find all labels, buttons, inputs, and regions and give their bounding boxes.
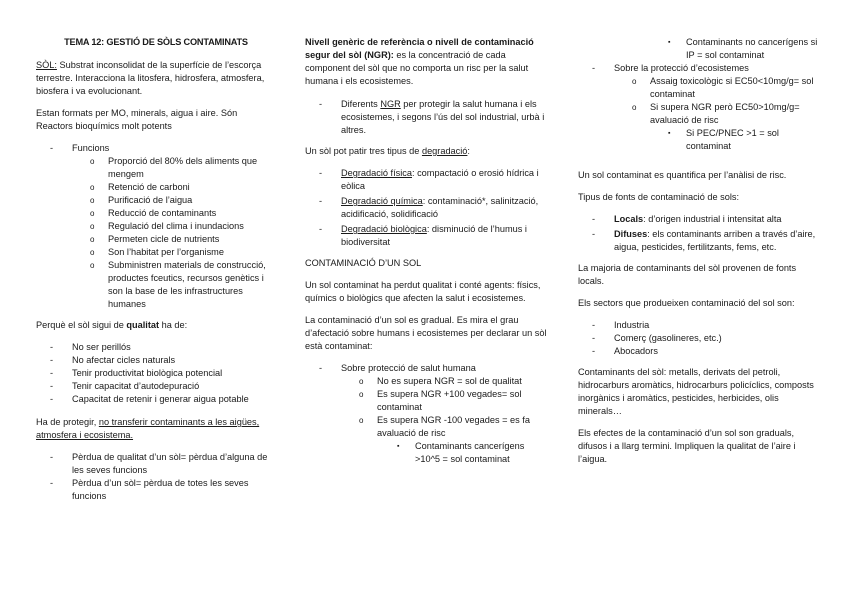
dash-marker: - xyxy=(319,168,323,178)
list-item xyxy=(36,155,276,181)
protegir-pre: Ha de protegir, xyxy=(36,417,99,427)
formats-paragraph: Estan formats per MO, minerals, aigua i aire. Són Reactors bioquímics molt potents xyxy=(36,108,238,131)
circle-marker: o xyxy=(90,261,95,270)
eco-label: Sobre la protecció d’ecosistemes xyxy=(614,63,749,73)
efectes-paragraph: Els efectes de la contaminació d’un sol son graduals, difusos i a llarg termini. Impliquen la qualitat de l’aire i l’aigua. xyxy=(578,428,796,464)
list-item xyxy=(36,354,276,367)
gradual-paragraph: La contaminació d’un sol es gradual. Es mira el grau d’afectació sobre humans i ecosistemes per declarar un sòl està contaminat: xyxy=(305,315,547,351)
column-3 xyxy=(578,36,818,475)
dash-marker: - xyxy=(50,478,54,488)
fonts-list xyxy=(578,213,818,254)
no-cancerigens-item: Contaminants no cancerígens si IP = sol contaminat xyxy=(686,37,818,60)
diferents-post: per protegir la salut humana i els ecosistemes, i segons l’ús del sol industrial, urbà i altres. xyxy=(341,99,545,135)
column-2 xyxy=(305,36,550,474)
list-item xyxy=(36,451,276,477)
pec-item: Si PEC/PNEC >1 = sol contaminat xyxy=(686,128,779,151)
list-item xyxy=(578,332,818,345)
list-item xyxy=(36,207,276,220)
salut-list xyxy=(305,362,550,466)
list-item xyxy=(578,228,818,254)
qualitat-paragraph xyxy=(36,319,276,332)
circle-marker: o xyxy=(90,248,95,257)
list-item xyxy=(36,246,276,259)
circle-marker: o xyxy=(90,196,95,205)
sector-item: Industria xyxy=(614,320,650,330)
square-marker: ▪ xyxy=(668,130,671,137)
degradacio-list xyxy=(305,167,550,249)
qualitat-item: No afectar cicles naturals xyxy=(72,355,176,365)
qualitat-item: Capacitat de retenir i generar aigua potable xyxy=(72,394,249,404)
list-item xyxy=(578,213,818,226)
list-item xyxy=(36,142,276,155)
eco-item: Si supera NGR però EC50>10mg/g= avaluació de risc xyxy=(650,102,800,125)
funcions-list xyxy=(36,142,276,311)
diferents-pre: Diferents xyxy=(341,99,381,109)
list-item xyxy=(36,341,276,354)
qualitat-item: Tenir productivitat biològica potencial xyxy=(72,368,223,378)
list-item xyxy=(578,62,818,75)
degradacio-text: : disminució de l’humus i biodiversitat xyxy=(341,224,527,247)
dash-marker: - xyxy=(319,224,323,234)
degradacio-intro xyxy=(305,145,550,158)
list-item xyxy=(305,167,550,193)
qualitat-item: No ser perillós xyxy=(72,342,131,352)
tipus-fonts-paragraph: Tipus de fonts de contaminació de sols: xyxy=(578,192,740,202)
list-item xyxy=(578,101,818,127)
list-item xyxy=(578,127,818,153)
list-item xyxy=(578,345,818,358)
column-1 xyxy=(36,36,276,511)
quantifica-paragraph: Un sol contaminat es quantifica per l’anàlisi de risc. xyxy=(578,170,787,180)
square-marker: ▪ xyxy=(668,39,671,46)
funcio-text: Purificació de l’aigua xyxy=(108,195,193,205)
dash-marker: - xyxy=(50,143,54,153)
list-item xyxy=(578,75,818,101)
perdues-list xyxy=(36,451,276,503)
contaminants-paragraph: Contaminants del sòl: metalls, derivats del petroli, hidrocarburs aromàtics, hidrocarburs policíclics, composts inorgànics i aromàtics, pesticides, herbicides, olis minerals… xyxy=(578,367,814,416)
funcio-text: Retenció de carboni xyxy=(108,182,190,192)
funcio-text: Regulació del clima i inundacions xyxy=(108,221,244,231)
salut-item: No es supera NGR = sol de qualitat xyxy=(377,376,522,386)
list-item xyxy=(305,440,550,466)
circle-marker: o xyxy=(359,390,364,399)
funcio-text: Subministren materials de construcció, productes fceutics, recursos genètics i son la base de les infrastructures humanes xyxy=(108,260,266,309)
dash-marker: - xyxy=(592,229,596,239)
dash-marker: - xyxy=(50,452,54,462)
protegir-paragraph xyxy=(36,416,276,442)
section-heading: CONTAMINACIÓ D’UN SOL xyxy=(305,258,422,268)
list-item xyxy=(36,367,276,380)
list-item xyxy=(36,220,276,233)
list-item xyxy=(305,375,550,388)
list-item xyxy=(36,259,276,311)
dash-marker: - xyxy=(592,346,596,356)
circle-marker: o xyxy=(632,103,637,112)
funcio-text: Proporció del 80% dels aliments que mengem xyxy=(108,156,258,179)
circle-marker: o xyxy=(359,377,364,386)
ngr-definition xyxy=(305,36,550,88)
document-title: TEMA 12: GESTIÓ DE SÒLS CONTAMINATS xyxy=(64,37,248,47)
qualitat-item: Tenir capacitat d’autodepuració xyxy=(72,381,200,391)
list-item xyxy=(305,388,550,414)
protegir-underlined: no transferir contaminants a les aigües, atmosfera i ecosistema. xyxy=(36,417,260,440)
font-text: : d’origen industrial i intensitat alta xyxy=(643,214,782,224)
perdua-item: Pèrdua d’un sòl= pèrdua de totes les seves funcions xyxy=(72,478,249,501)
sol-term: SÒL: xyxy=(36,60,57,70)
degradacio-text: : contaminació*, salinització, acidificació, solidificació xyxy=(341,196,539,219)
funcio-text: Permeten cicle de nutrients xyxy=(108,234,220,244)
circle-marker: o xyxy=(90,222,95,231)
dash-marker: - xyxy=(592,214,596,224)
sector-item: Abocadors xyxy=(614,346,658,356)
funcions-label: Funcions xyxy=(72,143,110,153)
salut-item: Es supera NGR +100 vegades= sol contaminat xyxy=(377,389,522,412)
circle-marker: o xyxy=(90,209,95,218)
dash-marker: - xyxy=(592,320,596,330)
continuation-list xyxy=(578,36,818,153)
list-item xyxy=(36,181,276,194)
sol-definition xyxy=(36,59,276,98)
cancerigens-item: Contaminants cancerígens >10^5 = sol contaminat xyxy=(415,441,525,464)
list-item xyxy=(305,414,550,440)
degradacio-term: Degradació biològica xyxy=(341,224,427,234)
dash-marker: - xyxy=(50,368,54,378)
degradacio-post: : xyxy=(467,146,470,156)
list-item xyxy=(36,194,276,207)
diferents-ngr: NGR xyxy=(380,99,401,109)
sol-def-text: Substrat inconsolidat de la superfície de l’escorça terrestre. Interacciona la litosfera, hidrosfera, atmosfera, biosfera i va evolucionant. xyxy=(36,60,265,96)
font-term: Difuses xyxy=(614,229,648,239)
eco-item: Assaig toxicològic si EC50<10mg/g= sol contaminat xyxy=(650,76,814,99)
funcio-text: Reducció de contaminants xyxy=(108,208,217,218)
circle-marker: o xyxy=(632,77,637,86)
qualitat-list xyxy=(36,341,276,406)
list-item xyxy=(305,223,550,249)
list-item xyxy=(578,319,818,332)
list-item xyxy=(36,380,276,393)
qualitat-post: ha de: xyxy=(159,320,188,330)
circle-marker: o xyxy=(90,235,95,244)
salut-item: Es supera NGR -100 vegades = es fa avaluació de risc xyxy=(377,415,530,438)
list-item xyxy=(305,362,550,375)
ngr-text: es la concentració de cada component del sòl que no comporta un risc per la salut humana i els ecosistemes. xyxy=(305,50,529,86)
square-marker: ▪ xyxy=(397,443,400,450)
dash-marker: - xyxy=(50,381,54,391)
font-term: Locals xyxy=(614,214,644,224)
circle-marker: o xyxy=(90,157,95,166)
dash-marker: - xyxy=(319,196,323,206)
degradacio-word: degradació xyxy=(421,146,468,156)
degradacio-text: : compactació o erosió hídrica i eòlica xyxy=(341,168,539,191)
list-item xyxy=(36,233,276,246)
contaminat-definition: Un sol contaminat ha perdut qualitat i conté agents: físics, químics o biològics que afecten la salut i ecosistemes. xyxy=(305,280,541,303)
font-text: : els contaminants arriben a través d’aire, aigua, pesticides, fertilitzants, fems, etc. xyxy=(614,229,816,252)
diferents-list xyxy=(305,98,550,137)
dash-marker: - xyxy=(319,99,323,109)
list-item xyxy=(305,195,550,221)
sectors-paragraph: Els sectors que produeixen contaminació del sol son: xyxy=(578,298,795,308)
degradacio-term: Degradació química xyxy=(341,196,423,206)
sectors-list xyxy=(578,319,818,358)
qualitat-word: qualitat xyxy=(126,320,160,330)
circle-marker: o xyxy=(359,416,364,425)
qualitat-pre: Perquè el sòl sigui de xyxy=(36,320,127,330)
sector-item: Comerç (gasolineres, etc.) xyxy=(614,333,722,343)
list-item xyxy=(305,98,550,137)
list-item xyxy=(578,36,818,62)
funcio-text: Son l’habitat per l’organisme xyxy=(108,247,224,257)
dash-marker: - xyxy=(592,63,596,73)
dash-marker: - xyxy=(592,333,596,343)
circle-marker: o xyxy=(90,183,95,192)
perdua-item: Pèrdua de qualitat d’un sòl= pèrdua d’alguna de les seves funcions xyxy=(72,452,268,475)
majoria-paragraph: La majoria de contaminants del sòl provenen de fonts locals. xyxy=(578,263,797,286)
degradacio-pre: Un sòl pot patir tres tipus de xyxy=(305,146,422,156)
dash-marker: - xyxy=(319,363,323,373)
list-item xyxy=(36,393,276,406)
salut-label: Sobre protecció de salut humana xyxy=(341,363,476,373)
ngr-term: Nivell genèric de referència o nivell de contaminació segur del sòl (NGR): xyxy=(305,37,534,60)
degradacio-term: Degradació física xyxy=(341,168,412,178)
dash-marker: - xyxy=(50,355,54,365)
dash-marker: - xyxy=(50,342,54,352)
list-item xyxy=(36,477,276,503)
dash-marker: - xyxy=(50,394,54,404)
